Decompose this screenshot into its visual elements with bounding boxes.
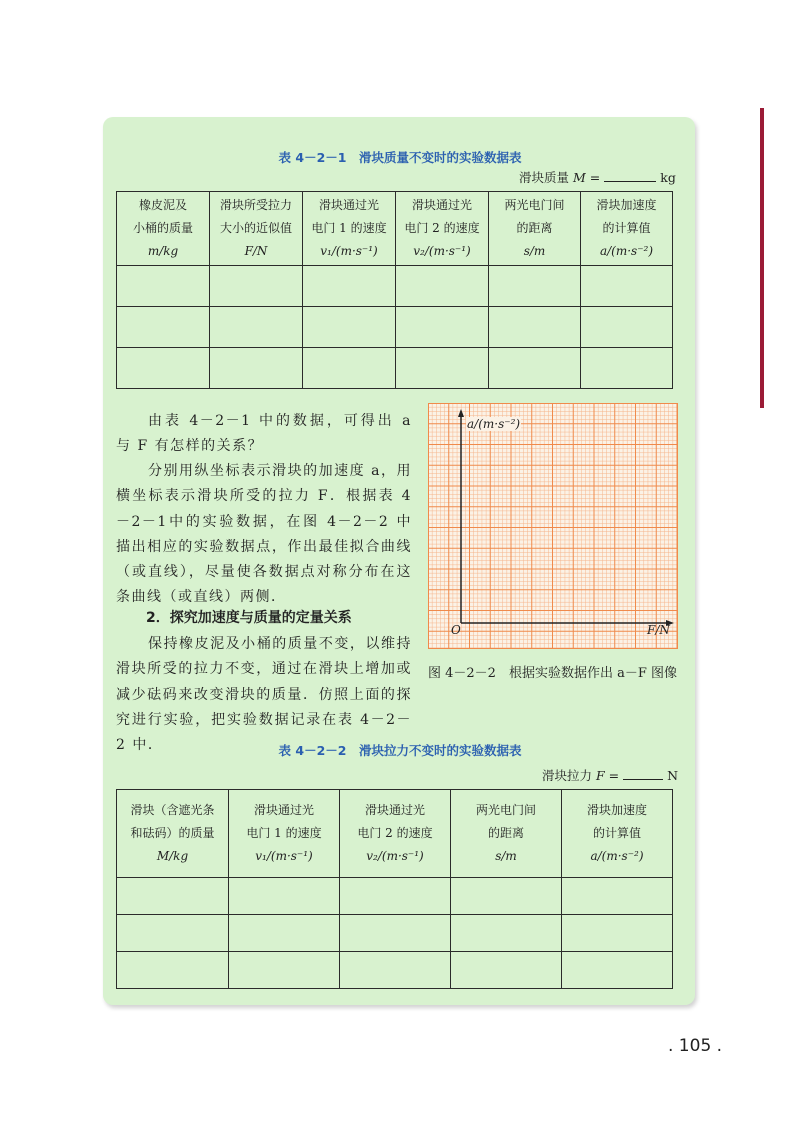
- table1-header-cell: 两光电门间 的距离 s/m: [489, 192, 581, 266]
- table-cell[interactable]: [396, 266, 489, 307]
- table-row: [117, 348, 673, 389]
- table-row: [117, 915, 673, 952]
- mass-note-eq: =: [589, 170, 601, 185]
- table-cell[interactable]: [489, 307, 581, 348]
- table1-mass-note: [519, 168, 676, 186]
- table-row: [117, 952, 673, 989]
- table-cell[interactable]: [210, 266, 303, 307]
- table-cell[interactable]: [340, 952, 451, 989]
- table-cell[interactable]: [581, 307, 673, 348]
- table-cell[interactable]: [451, 915, 562, 952]
- table-cell[interactable]: [303, 348, 396, 389]
- table1-header-cell: 滑块所受拉力 大小的近似值 F/N: [210, 192, 303, 266]
- y-axis-label: a/(m·s⁻²): [467, 417, 521, 431]
- table-cell[interactable]: [303, 266, 396, 307]
- table1-header-cell: 橡皮泥及 小桶的质量 m/kg: [117, 192, 210, 266]
- paragraph-instructions: 分别用纵坐标表示滑块的加速度 a，用横坐标表示滑块所受的拉力 F．根据表 4－2－1中的实验数据，在图 4－2－2 中描出相应的实验数据点，作出最佳拟合曲线（或直线），尽量使各数据点对称分布在这条曲线（或直线）两侧．: [116, 463, 412, 606]
- table2-header-cell: 滑块通过光 电门 1 的速度 v₁/(m·s⁻¹): [229, 790, 340, 878]
- table-cell[interactable]: [562, 878, 673, 915]
- table-row: [117, 266, 673, 307]
- x-axis-label: F/N: [647, 623, 670, 637]
- table-cell[interactable]: [396, 348, 489, 389]
- force-note-var: F: [596, 768, 605, 783]
- table-cell[interactable]: [451, 878, 562, 915]
- table-cell[interactable]: [340, 915, 451, 952]
- force-blank: [623, 767, 663, 780]
- table-cell[interactable]: [229, 878, 340, 915]
- graph-svg: [428, 403, 678, 649]
- table2-caption: 表 4－2－2 滑块拉力不变时的实验数据表: [278, 743, 522, 758]
- table-cell[interactable]: [581, 348, 673, 389]
- table-cell[interactable]: [117, 878, 229, 915]
- table2-header-cell: 滑块加速度 的计算值 a/(m·s⁻²): [562, 790, 673, 878]
- table2-force-note: [542, 766, 678, 784]
- force-note-unit: N: [667, 768, 679, 783]
- table1-header-cell: 滑块通过光 电门 2 的速度 v₂/(m·s⁻¹): [396, 192, 489, 266]
- table-cell[interactable]: [210, 348, 303, 389]
- table1-header-row: [117, 192, 673, 266]
- table2: [116, 789, 673, 989]
- table2-header-row: [117, 790, 673, 878]
- table1-caption: 表 4－2－1 滑块质量不变时的实验数据表: [278, 150, 522, 165]
- table1-header-cell: 滑块通过光 电门 1 的速度 v₁/(m·s⁻¹): [303, 192, 396, 266]
- table-row: [117, 307, 673, 348]
- table-cell[interactable]: [303, 307, 396, 348]
- section-heading: 2．探究加速度与质量的定量关系: [146, 610, 352, 626]
- table-cell[interactable]: [581, 266, 673, 307]
- table-cell[interactable]: [396, 307, 489, 348]
- table-cell[interactable]: [489, 266, 581, 307]
- table-cell[interactable]: [117, 952, 229, 989]
- table-cell[interactable]: [117, 348, 210, 389]
- table-row: [117, 878, 673, 915]
- figure-caption: 图 4－2－2 根据实验数据作出 a－F 图像: [428, 666, 677, 681]
- force-note-eq: =: [608, 768, 620, 783]
- table-cell[interactable]: [229, 952, 340, 989]
- table1: [116, 191, 673, 389]
- table-cell[interactable]: [117, 266, 210, 307]
- graph-paper: [428, 403, 678, 649]
- mass-note-prefix: 滑块质量: [519, 170, 570, 185]
- table2-header-cell: 滑块（含遮光条 和砝码）的质量 M/kg: [117, 790, 229, 878]
- table2-header-cell: 两光电门间 的距离 s/m: [451, 790, 562, 878]
- mass-note-unit: kg: [660, 170, 676, 185]
- table-cell[interactable]: [210, 307, 303, 348]
- page-number: . 105 .: [668, 1036, 723, 1056]
- paragraph-procedure-a: [116, 632, 412, 758]
- table-cell[interactable]: [562, 952, 673, 989]
- force-note-prefix: 滑块拉力: [542, 768, 593, 783]
- table-cell[interactable]: [562, 915, 673, 952]
- table-cell[interactable]: [489, 348, 581, 389]
- table2-header-cell: 滑块通过光 电门 2 的速度 v₂/(m·s⁻¹): [340, 790, 451, 878]
- table-cell[interactable]: [229, 915, 340, 952]
- table-cell[interactable]: [117, 307, 210, 348]
- table-cell[interactable]: [451, 952, 562, 989]
- table-cell[interactable]: [117, 915, 229, 952]
- table-cell[interactable]: [340, 878, 451, 915]
- mass-blank: [604, 169, 656, 182]
- paragraph-question: 由表 4－2－1 中的数据，可得出 a 与 F 有怎样的关系？: [116, 413, 412, 455]
- table1-header-cell: 滑块加速度 的计算值 a/(m·s⁻²): [581, 192, 673, 266]
- origin-label: O: [451, 623, 461, 637]
- y-axis-arrow: [458, 409, 464, 417]
- mass-note-var: M: [573, 170, 586, 185]
- paragraph-procedure-text: 保持橡皮泥及小桶的质量不变，以维持滑块所受的拉力不变，通过在滑块上增加或减少砝码来改变滑块的质量．仿照上面的探究进行实验，把实验数据记录在表 4－2－2 中．: [116, 636, 412, 754]
